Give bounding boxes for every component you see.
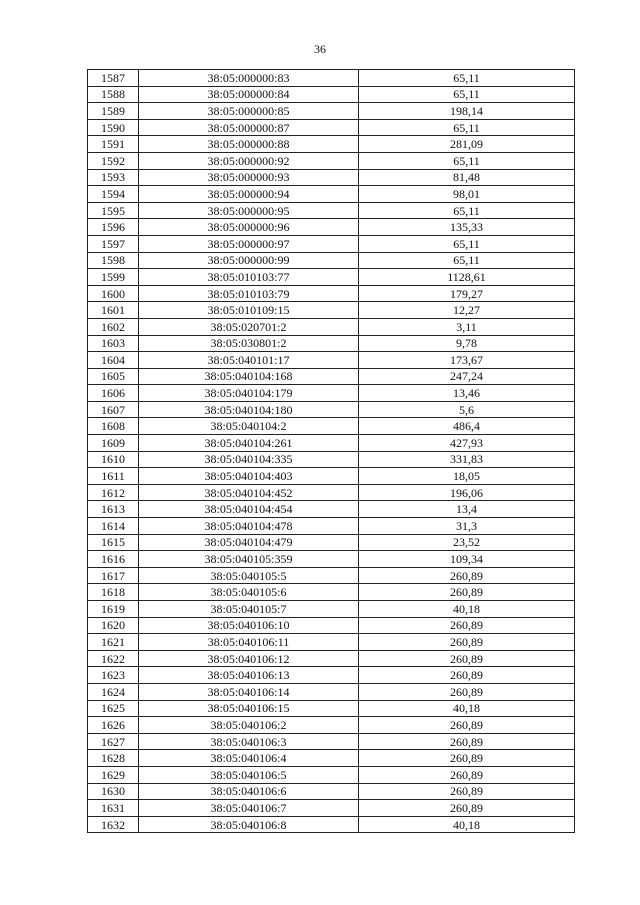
table-row	[88, 534, 575, 551]
value-cell: 109,34	[359, 551, 575, 568]
table-body	[88, 70, 575, 833]
table-row	[88, 335, 575, 352]
row-number-cell: 1592	[88, 152, 139, 169]
row-number-cell: 1603	[88, 335, 139, 352]
value-cell: 260,89	[359, 683, 575, 700]
cadastral-number-cell: 38:05:040104:2	[139, 418, 359, 435]
cadastral-number-cell: 38:05:000000:92	[139, 152, 359, 169]
value-cell: 260,89	[359, 634, 575, 651]
value-cell: 260,89	[359, 584, 575, 601]
cadastral-number-cell: 38:05:040104:168	[139, 368, 359, 385]
row-number-cell: 1631	[88, 800, 139, 817]
value-cell: 3,11	[359, 318, 575, 335]
value-cell: 179,27	[359, 285, 575, 302]
table-row	[88, 451, 575, 468]
cadastral-number-cell: 38:05:040106:13	[139, 667, 359, 684]
cadastral-number-cell: 38:05:020701:2	[139, 318, 359, 335]
cadastral-number-cell: 38:05:040106:7	[139, 800, 359, 817]
table-row	[88, 484, 575, 501]
value-cell: 65,11	[359, 119, 575, 136]
table-row	[88, 501, 575, 518]
cadastral-number-cell: 38:05:040105:359	[139, 551, 359, 568]
table-row	[88, 717, 575, 734]
value-cell: 486,4	[359, 418, 575, 435]
row-number-cell: 1606	[88, 385, 139, 402]
cadastral-number-cell: 38:05:000000:95	[139, 202, 359, 219]
value-cell: 281,09	[359, 136, 575, 153]
row-number-cell: 1591	[88, 136, 139, 153]
cadastral-number-cell: 38:05:010103:77	[139, 269, 359, 286]
table-row	[88, 152, 575, 169]
cadastral-number-cell: 38:05:040104:452	[139, 484, 359, 501]
table-row	[88, 269, 575, 286]
table-row	[88, 86, 575, 103]
cadastral-number-cell: 38:05:040105:5	[139, 567, 359, 584]
row-number-cell: 1598	[88, 252, 139, 269]
value-cell: 198,14	[359, 103, 575, 120]
cadastral-number-cell: 38:05:000000:97	[139, 235, 359, 252]
table-row	[88, 667, 575, 684]
cadastral-number-cell: 38:05:040105:7	[139, 601, 359, 618]
value-cell: 81,48	[359, 169, 575, 186]
row-number-cell: 1632	[88, 816, 139, 833]
table-row	[88, 119, 575, 136]
cadastral-number-cell: 38:05:040104:479	[139, 534, 359, 551]
cadastral-number-cell: 38:05:010103:79	[139, 285, 359, 302]
table-row	[88, 235, 575, 252]
value-cell: 260,89	[359, 567, 575, 584]
table-row	[88, 584, 575, 601]
value-cell: 65,11	[359, 235, 575, 252]
value-cell: 260,89	[359, 783, 575, 800]
page-number: 36	[314, 42, 326, 56]
cadastral-number-cell: 38:05:040104:478	[139, 518, 359, 535]
table-row	[88, 683, 575, 700]
cadastral-number-cell: 38:05:000000:87	[139, 119, 359, 136]
row-number-cell: 1616	[88, 551, 139, 568]
row-number-cell: 1613	[88, 501, 139, 518]
value-cell: 65,11	[359, 202, 575, 219]
row-number-cell: 1602	[88, 318, 139, 335]
table-row	[88, 186, 575, 203]
cadastral-number-cell: 38:05:000000:85	[139, 103, 359, 120]
value-cell: 260,89	[359, 667, 575, 684]
row-number-cell: 1623	[88, 667, 139, 684]
value-cell: 260,89	[359, 733, 575, 750]
table-row	[88, 700, 575, 717]
cadastral-number-cell: 38:05:040106:12	[139, 650, 359, 667]
row-number-cell: 1590	[88, 119, 139, 136]
row-number-cell: 1601	[88, 302, 139, 319]
table-row	[88, 219, 575, 236]
row-number-cell: 1619	[88, 601, 139, 618]
value-cell: 331,83	[359, 451, 575, 468]
value-cell: 260,89	[359, 750, 575, 767]
table-row	[88, 435, 575, 452]
cadastral-number-cell: 38:05:040105:6	[139, 584, 359, 601]
value-cell: 135,33	[359, 219, 575, 236]
table-row	[88, 70, 575, 87]
row-number-cell: 1620	[88, 617, 139, 634]
value-cell: 247,24	[359, 368, 575, 385]
cadastral-number-cell: 38:05:010109:15	[139, 302, 359, 319]
value-cell: 260,89	[359, 766, 575, 783]
cadastral-number-cell: 38:05:040104:261	[139, 435, 359, 452]
cadastral-number-cell: 38:05:040106:4	[139, 750, 359, 767]
cadastral-number-cell: 38:05:040104:454	[139, 501, 359, 518]
table-row	[88, 103, 575, 120]
table-row	[88, 385, 575, 402]
value-cell: 40,18	[359, 700, 575, 717]
row-number-cell: 1588	[88, 86, 139, 103]
row-number-cell: 1630	[88, 783, 139, 800]
row-number-cell: 1608	[88, 418, 139, 435]
table-row	[88, 551, 575, 568]
row-number-cell: 1611	[88, 468, 139, 485]
cadastral-number-cell: 38:05:000000:84	[139, 86, 359, 103]
cadastral-number-cell: 38:05:040104:179	[139, 385, 359, 402]
row-number-cell: 1615	[88, 534, 139, 551]
row-number-cell: 1629	[88, 766, 139, 783]
row-number-cell: 1589	[88, 103, 139, 120]
table-row	[88, 617, 575, 634]
table-row	[88, 567, 575, 584]
row-number-cell: 1594	[88, 186, 139, 203]
value-cell: 260,89	[359, 650, 575, 667]
row-number-cell: 1609	[88, 435, 139, 452]
value-cell: 260,89	[359, 717, 575, 734]
row-number-cell: 1612	[88, 484, 139, 501]
cadastral-number-cell: 38:05:040104:403	[139, 468, 359, 485]
value-cell: 427,93	[359, 435, 575, 452]
cadastral-number-cell: 38:05:030801:2	[139, 335, 359, 352]
value-cell: 65,11	[359, 86, 575, 103]
value-cell: 173,67	[359, 352, 575, 369]
table-row	[88, 285, 575, 302]
value-cell: 40,18	[359, 816, 575, 833]
row-number-cell: 1624	[88, 683, 139, 700]
row-number-cell: 1600	[88, 285, 139, 302]
value-cell: 1128,61	[359, 269, 575, 286]
table-row	[88, 783, 575, 800]
value-cell: 18,05	[359, 468, 575, 485]
table-row	[88, 601, 575, 618]
row-number-cell: 1618	[88, 584, 139, 601]
row-number-cell: 1596	[88, 219, 139, 236]
cadastral-number-cell: 38:05:040106:11	[139, 634, 359, 651]
table-row	[88, 518, 575, 535]
cadastral-number-cell: 38:05:040106:14	[139, 683, 359, 700]
table-row	[88, 750, 575, 767]
cadastral-number-cell: 38:05:040106:5	[139, 766, 359, 783]
table-row	[88, 202, 575, 219]
row-number-cell: 1607	[88, 401, 139, 418]
cadastral-number-cell: 38:05:000000:83	[139, 70, 359, 87]
cadastral-number-cell: 38:05:000000:93	[139, 169, 359, 186]
table-row	[88, 733, 575, 750]
row-number-cell: 1626	[88, 717, 139, 734]
table-row	[88, 252, 575, 269]
value-cell: 12,27	[359, 302, 575, 319]
cadastral-number-cell: 38:05:040106:8	[139, 816, 359, 833]
table-row	[88, 418, 575, 435]
table-row	[88, 468, 575, 485]
row-number-cell: 1599	[88, 269, 139, 286]
value-cell: 31,3	[359, 518, 575, 535]
table-row	[88, 352, 575, 369]
cadastral-table	[87, 69, 575, 833]
row-number-cell: 1627	[88, 733, 139, 750]
cadastral-number-cell: 38:05:000000:99	[139, 252, 359, 269]
cadastral-number-cell: 38:05:040101:17	[139, 352, 359, 369]
value-cell: 98,01	[359, 186, 575, 203]
value-cell: 5,6	[359, 401, 575, 418]
cadastral-number-cell: 38:05:040106:3	[139, 733, 359, 750]
row-number-cell: 1625	[88, 700, 139, 717]
cadastral-number-cell: 38:05:000000:96	[139, 219, 359, 236]
row-number-cell: 1610	[88, 451, 139, 468]
table-row	[88, 650, 575, 667]
row-number-cell: 1622	[88, 650, 139, 667]
table-row	[88, 302, 575, 319]
cadastral-number-cell: 38:05:040106:15	[139, 700, 359, 717]
row-number-cell: 1587	[88, 70, 139, 87]
row-number-cell: 1617	[88, 567, 139, 584]
cadastral-number-cell: 38:05:040106:6	[139, 783, 359, 800]
row-number-cell: 1593	[88, 169, 139, 186]
row-number-cell: 1604	[88, 352, 139, 369]
row-number-cell: 1614	[88, 518, 139, 535]
table-row	[88, 816, 575, 833]
value-cell: 65,11	[359, 252, 575, 269]
row-number-cell: 1595	[88, 202, 139, 219]
value-cell: 196,06	[359, 484, 575, 501]
table-row	[88, 766, 575, 783]
cadastral-number-cell: 38:05:000000:94	[139, 186, 359, 203]
table-row	[88, 368, 575, 385]
value-cell: 260,89	[359, 800, 575, 817]
table-row	[88, 401, 575, 418]
cadastral-number-cell: 38:05:040104:180	[139, 401, 359, 418]
value-cell: 40,18	[359, 601, 575, 618]
table-row	[88, 318, 575, 335]
value-cell: 9,78	[359, 335, 575, 352]
table-row	[88, 136, 575, 153]
cadastral-number-cell: 38:05:040106:10	[139, 617, 359, 634]
cadastral-number-cell: 38:05:040104:335	[139, 451, 359, 468]
value-cell: 260,89	[359, 617, 575, 634]
row-number-cell: 1621	[88, 634, 139, 651]
row-number-cell: 1597	[88, 235, 139, 252]
table-row	[88, 169, 575, 186]
value-cell: 65,11	[359, 70, 575, 87]
row-number-cell: 1605	[88, 368, 139, 385]
row-number-cell: 1628	[88, 750, 139, 767]
value-cell: 13,4	[359, 501, 575, 518]
table-row	[88, 800, 575, 817]
cadastral-number-cell: 38:05:000000:88	[139, 136, 359, 153]
table-row	[88, 634, 575, 651]
cadastral-number-cell: 38:05:040106:2	[139, 717, 359, 734]
value-cell: 23,52	[359, 534, 575, 551]
value-cell: 13,46	[359, 385, 575, 402]
value-cell: 65,11	[359, 152, 575, 169]
